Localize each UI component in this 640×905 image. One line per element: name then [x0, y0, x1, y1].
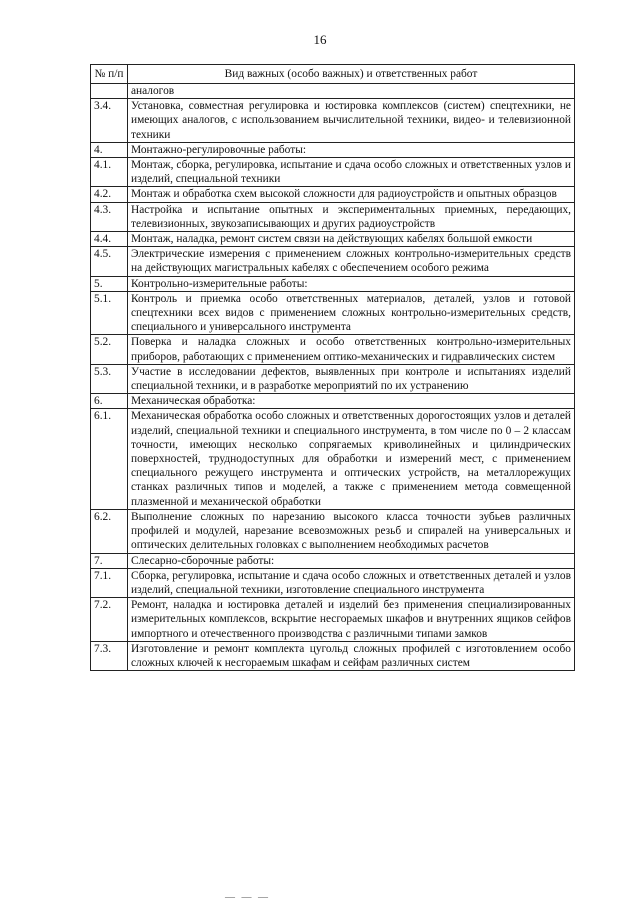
row-number: 4.4. — [91, 232, 128, 247]
table-row — [91, 364, 575, 393]
row-number: 5.3. — [91, 364, 128, 393]
row-number: 7.3. — [91, 641, 128, 670]
table-row — [91, 142, 575, 157]
row-description: Монтаж, наладка, ремонт систем связи на действующих кабелях большой емкости — [128, 232, 575, 247]
row-description: Сборка, регулировка, испытание и сдача особо сложных и ответственных деталей и узлов изделий, специальной техники, изготовление специального инструмента — [128, 568, 575, 597]
table-row — [91, 276, 575, 291]
row-description: Настройка и испытание опытных и экспериментальных приемных, передающих, телевизионных, звукозаписывающих и других радиоустройств — [128, 202, 575, 231]
table-row — [91, 509, 575, 553]
row-description: Механическая обработка особо сложных и ответственных дорогостоящих узлов и деталей изделий, специальной техники и специального инструмента, в том числе по 0 – 2 классам точности, имеющих несколько сопрягаемых криволинейных и цилиндрических поверхностей, труднодоступных для обработки и измерений мест, с применением специального режущего инструмента и оптических устройств, на металлорежущих станках различных типов и моделей, а также с применением метода совмещенной плазменной и механической обработки — [128, 409, 575, 509]
row-description: Слесарно-сборочные работы: — [128, 553, 575, 568]
footer-marks: — — — — [225, 892, 270, 903]
row-number: 6. — [91, 394, 128, 409]
row-description: Монтаж и обработка схем высокой сложности для радиоустройств и опытных образцов — [128, 187, 575, 202]
row-number: 4.2. — [91, 187, 128, 202]
page-number: 16 — [313, 32, 327, 47]
row-number: 4.5. — [91, 247, 128, 276]
row-number: 3.4. — [91, 99, 128, 143]
table-row — [91, 84, 575, 99]
row-description: Электрические измерения с применением сложных контрольно-измерительных средств на действующих магистральных кабелях с обеспечением особого режима — [128, 247, 575, 276]
row-number: 5.1. — [91, 291, 128, 335]
table-row — [91, 291, 575, 335]
column-header-number: № п/п — [91, 65, 128, 84]
row-number: 7. — [91, 553, 128, 568]
table-row — [91, 247, 575, 276]
row-description: Монтаж, сборка, регулировка, испытание и сдача особо сложных и ответственных узлов и изделий, специальной техники — [128, 158, 575, 187]
table-row — [91, 553, 575, 568]
row-description: Ремонт, наладка и юстировка деталей и изделий без применения специализированных измерительных комплексов, вскрытие несгораемых шкафов и внутренних ящиков сейфов импортного и отечественного производства с различными типами замков — [128, 598, 575, 642]
table-row — [91, 641, 575, 670]
works-table — [90, 64, 575, 671]
row-number: 5.2. — [91, 335, 128, 364]
row-number: 6.2. — [91, 509, 128, 553]
table-row — [91, 99, 575, 143]
table-row — [91, 409, 575, 509]
table-row — [91, 202, 575, 231]
table-row — [91, 335, 575, 364]
column-header-work-type: Вид важных (особо важных) и ответственных работ — [128, 65, 575, 84]
row-description: Контроль и приемка особо ответственных материалов, деталей, узлов и готовой спецтехники всех видов с применением сложных контрольно-измерительных средств, специального и универсального инструмента — [128, 291, 575, 335]
row-description: Выполнение сложных по нарезанию высокого класса точности зубьев различных профилей и модулей, нарезание всевозможных резьб и спиралей на универсальных и оптических делительных головках с выполнением необходимых расчетов — [128, 509, 575, 553]
table-header-row — [91, 65, 575, 84]
row-description: Установка, совместная регулировка и юстировка комплексов (систем) спецтехники, не имеющих аналогов, с использованием вычислительной техники, видео- и телевизионной техники — [128, 99, 575, 143]
row-description: Механическая обработка: — [128, 394, 575, 409]
row-number: 7.1. — [91, 568, 128, 597]
row-description: Участие в исследовании дефектов, выявленных при контроле и испытаниях изделий специальной техники, и в разработке мероприятий по их устранению — [128, 364, 575, 393]
row-description: Монтажно-регулировочные работы: — [128, 142, 575, 157]
row-number: 4.1. — [91, 158, 128, 187]
row-number — [91, 84, 128, 99]
table-row — [91, 568, 575, 597]
row-number: 7.2. — [91, 598, 128, 642]
row-number: 6.1. — [91, 409, 128, 509]
row-description: аналогов — [128, 84, 575, 99]
row-description: Контрольно-измерительные работы: — [128, 276, 575, 291]
row-number: 4. — [91, 142, 128, 157]
table-row — [91, 187, 575, 202]
row-description: Изготовление и ремонт комплекта цугольд сложных профилей с изготовлением особо сложных ключей к несгораемым шкафам и сейфам различных систем — [128, 641, 575, 670]
row-number: 4.3. — [91, 202, 128, 231]
table-row — [91, 394, 575, 409]
row-number: 5. — [91, 276, 128, 291]
table-row — [91, 232, 575, 247]
table-row — [91, 598, 575, 642]
row-description: Поверка и наладка сложных и особо ответственных контрольно-измерительных приборов, работающих с применением оптико-механических и гидравлических систем — [128, 335, 575, 364]
table-row — [91, 158, 575, 187]
